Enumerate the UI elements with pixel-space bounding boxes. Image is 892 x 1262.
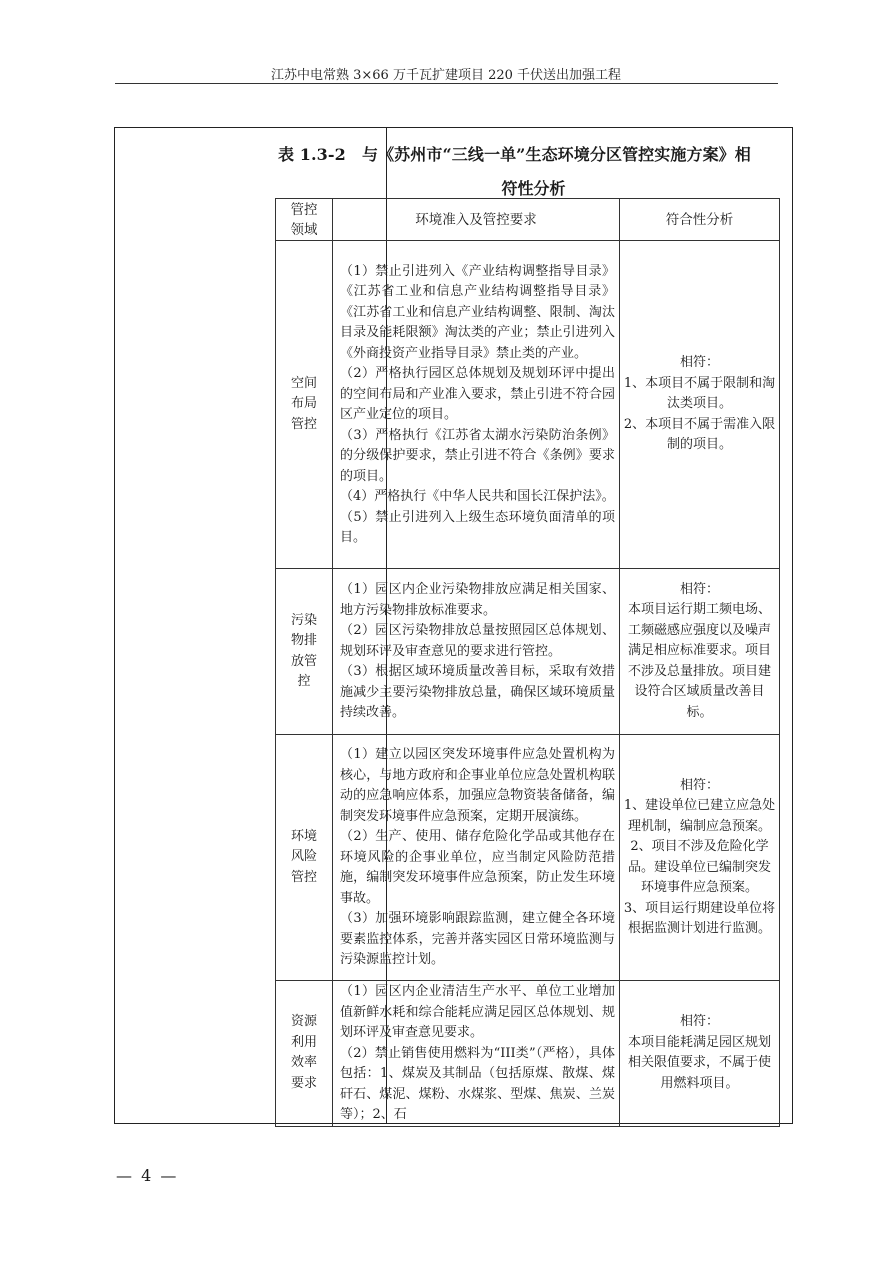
requirement-item: （2）严格执行园区总体规划及规划环评中提出的空间布局和产业准入要求，禁止引进不符合园区产业定位的项目。 [340, 366, 615, 422]
requirement-item: （5）禁止引进列入上级生态环境负面清单的项目。 [340, 509, 615, 545]
analysis-line: 2、本项目不属于需准入限制的项目。 [623, 416, 776, 453]
analysis-line: 1、本项目不属于限制和淘汰类项目。 [623, 375, 776, 412]
row-domain: 资源利用效率要求 [276, 981, 333, 1127]
table-header-row [276, 199, 780, 241]
requirement-item: （1）园区内企业清洁生产水平、单位工业增加值新鲜水耗和综合能耗应满足园区总体规划、规划环评及审查意见要求。 [340, 984, 615, 1040]
row-analysis [620, 735, 780, 981]
page-number: — 4 — [116, 1166, 179, 1185]
requirement-item: （1）禁止引进列入《产业结构调整指导目录》《江苏省工业和信息产业结构调整指导目录》《江苏省工业和信息产业结构调整、限制、淘汰目录及能耗限额》淘汰类的产业；禁止引进列入《外商投资产业指导目录》禁止类的产业。 [340, 263, 615, 361]
column-header-analysis: 符合性分析 [620, 199, 780, 241]
table-row [276, 241, 780, 569]
table-row [276, 735, 780, 981]
requirement-item: （1）建立以园区突发环境事件应急处置机构为核心，与地方政府和企事业单位应急处置机构联动的应急响应体系，加强应急物资装备储备，编制突发环境事件应急预案，定期开展演练。 [340, 747, 615, 824]
analysis-line: 相符： [679, 355, 719, 371]
row-domain: 空间布局管控 [276, 241, 333, 569]
analysis-line: 相符： [679, 777, 719, 793]
analysis-line: 3、项目运行期建设单位将根据监测计划进行监测。 [623, 900, 776, 936]
row-requirements [333, 241, 620, 569]
column-header-domain: 管控领域 [276, 199, 333, 241]
row-requirements [333, 735, 620, 981]
compliance-table [275, 198, 780, 1127]
requirement-item: （4）严格执行《中华人民共和国长江保护法》。 [340, 489, 615, 504]
table-row [276, 981, 780, 1127]
row-analysis [620, 241, 780, 569]
analysis-line: 1、建设单位已建立应急处理机制，编制应急预案。 [623, 798, 776, 834]
row-analysis [620, 981, 780, 1127]
row-analysis [620, 569, 780, 735]
row-domain: 污染物排放管控 [276, 569, 333, 735]
requirement-item: （2）禁止销售使用燃料为“III类”（严格），具体包括：1、煤炭及其制品（包括原煤、散煤、煤矸石、煤泥、煤粉、水煤浆、型煤、焦炭、兰炭等）；2、石 [340, 1045, 615, 1122]
analysis-line: 本项目能耗满足园区规划相关限值要求，不属于使用燃料项目。 [627, 1034, 771, 1091]
requirement-item: （3）加强环境影响跟踪监测，建立健全各环境要素监控体系，完善并落实园区日常环境监测与污染源监控计划。 [340, 911, 615, 968]
column-header-requirements: 环境准入及管控要求 [333, 199, 620, 241]
table-caption-line1: 表 1.3-2 与《苏州市“三线一单”生态环境分区管控实施方案》相 [278, 145, 751, 164]
requirement-item: （2）园区污染物排放总量按照园区总体规划、规划环评及审查意见的要求进行管控。 [340, 623, 615, 659]
requirement-item: （1）园区内企业污染物排放应满足相关国家、地方污染物排放标准要求。 [340, 582, 615, 618]
requirement-item: （3）根据区域环境质量改善目标，采取有效措施减少主要污染物排放总量，确保区域环境质量持续改善。 [340, 664, 615, 721]
table-row [276, 569, 780, 735]
row-requirements [333, 981, 620, 1127]
page-header: 江苏中电常熟 3×66 万千瓦扩建项目 220 千伏送出加强工程 [270, 68, 622, 83]
header-rule [115, 83, 778, 84]
row-domain: 环境风险管控 [276, 735, 333, 981]
analysis-line: 相符： [679, 581, 719, 597]
analysis-line: 本项目运行期工频电场、工频磁感应强度以及噪声满足相应标准要求。项目不涉及总量排放。项目建设符合区域质量改善目标。 [627, 602, 771, 720]
analysis-line: 2、项目不涉及危险化学品。建设单位已编制突发环境事件应急预案。 [627, 839, 771, 895]
row-requirements [333, 569, 620, 735]
analysis-line: 相符： [679, 1014, 719, 1030]
requirement-item: （2）生产、使用、储存危险化学品或其他存在环境风险的企事业单位，应当制定风险防范措施，编制突发环境事件应急预案，防止发生环境事故。 [340, 829, 615, 906]
table-caption-line2: 符性分析 [501, 179, 566, 198]
requirement-item: （3）严格执行《江苏省太湖水污染防治条例》的分级保护要求，禁止引进不符合《条例》要求的项目。 [340, 427, 615, 484]
